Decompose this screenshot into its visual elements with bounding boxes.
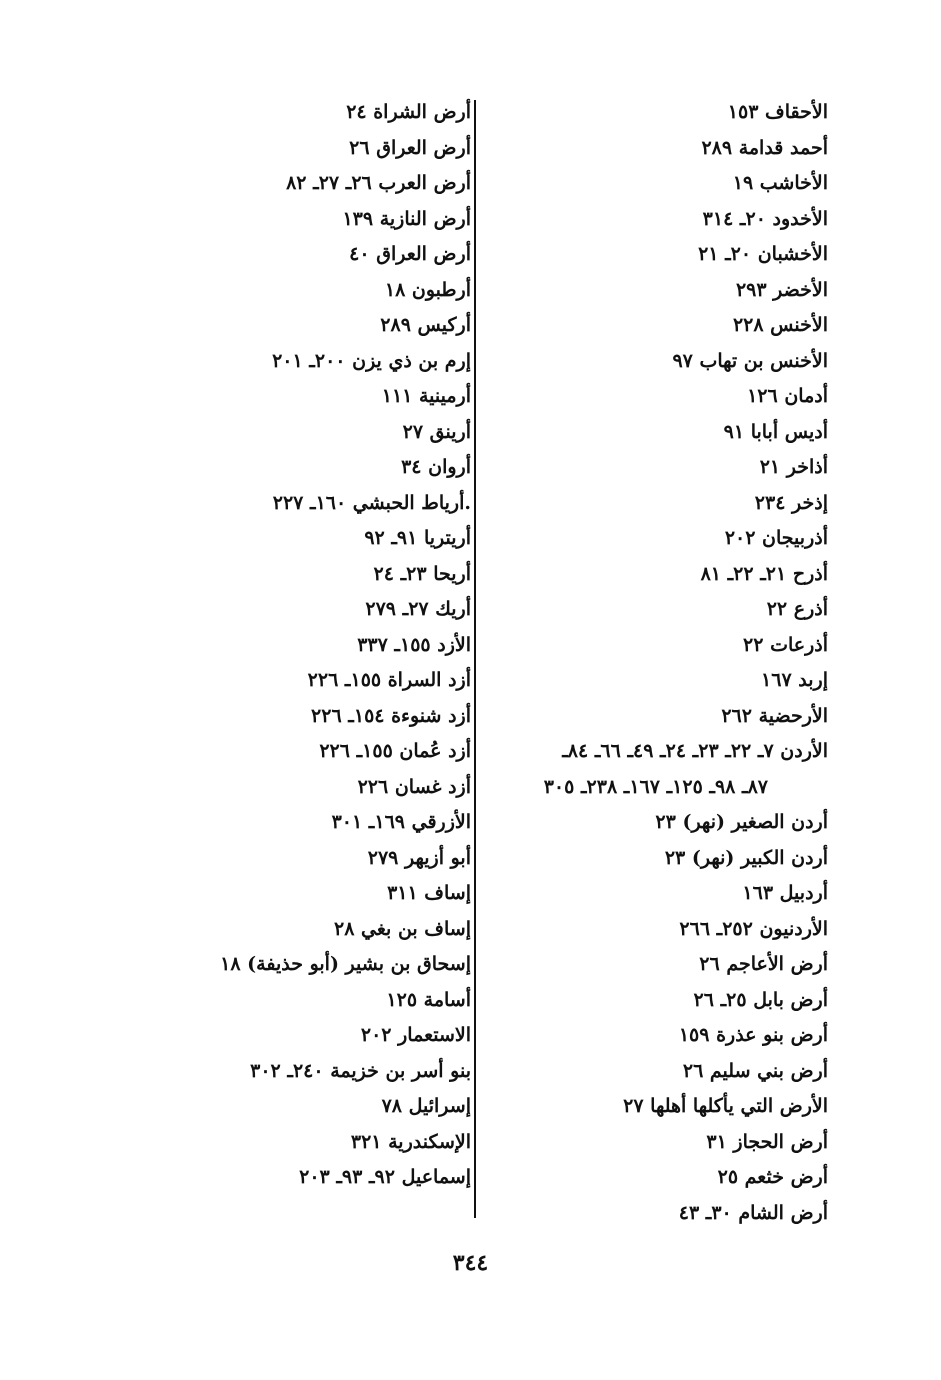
index-entry: الأخاشب ١٩ <box>732 172 828 194</box>
index-entry: الأرض التي يأكلها أهلها ٢٧ <box>623 1095 828 1117</box>
index-entry: الأخدود ٢٠ـ ٣١٤ <box>702 207 828 230</box>
index-entry: أرض الحجاز ٣١ <box>706 1130 828 1153</box>
index-entry: أبو أزيهر ٢٧٩ <box>367 846 471 869</box>
index-entry: أرض النازية ١٣٩ <box>342 207 471 230</box>
index-entry: الإسكندرية ٣٢١ <box>350 1130 471 1153</box>
index-entry: ٨٧ـ ٩٨ـ ١٢٥ـ ١٦٧ـ ٢٣٨ـ ٣٠٥ <box>543 775 768 798</box>
index-entry: الأزرقي ١٦٩ـ ٣٠١ <box>331 811 471 833</box>
index-entry: أذرح ٢١ـ ٢٢ـ ٨١ <box>700 562 828 585</box>
index-entry: الأرحضية ٢٦٢ <box>721 704 828 727</box>
index-entry: أريتريا ٩١ـ ٩٢ <box>364 527 471 549</box>
index-entry: أرض بني سليم ٢٦ <box>682 1059 828 1082</box>
column-divider <box>474 100 476 1218</box>
index-entry: أرض العراق ٢٦ <box>349 136 471 159</box>
index-entry: أرطبون ١٨ <box>384 278 471 301</box>
index-entry: أذربيجان ٢٠٢ <box>724 527 828 549</box>
index-entry: إساف بن بغي ٢٨ <box>334 917 471 940</box>
index-entry: أذرع ٢٢ <box>766 598 828 620</box>
index-entry: أرينق ٢٧ <box>402 420 471 443</box>
index-entry: الأخشبان ٢٠ـ ٢١ <box>698 243 828 265</box>
index-entry: الاستعمار ٢٠٢ <box>360 1024 471 1046</box>
index-entry: أريك ٢٧ـ ٢٧٩ <box>365 598 471 620</box>
index-entry: أريحا ٢٣ـ ٢٤ <box>373 562 471 585</box>
index-entry: أرض العرب ٢٦ـ ٢٧ـ ٨٢ <box>286 172 471 194</box>
index-entry: بنو أسر بن خزيمة ٢٤٠ـ ٣٠٢ <box>250 1059 471 1082</box>
index-entry: أرض الأعاجم ٢٦ <box>699 953 828 975</box>
index-entry: الأخنس بن تهاب ٩٧ <box>672 349 828 372</box>
index-entry: أديس أبابا ٩١ <box>723 420 828 443</box>
index-entry: أزد شنوءة ١٥٤ـ ٢٢٦ <box>311 704 471 727</box>
index-entry: أرض العراق ٤٠ <box>349 243 471 265</box>
index-entry: الأحقاف ١٥٣ <box>727 101 828 123</box>
index-entry: إسماعيل ٩٢ـ ٩٣ـ ٢٠٣ <box>299 1166 471 1188</box>
index-entry: أزد عُمان ١٥٥ـ ٢٢٦ <box>319 740 471 762</box>
page-number: ٣٤٤ <box>452 1250 489 1276</box>
index-entry: أرض بابل ٢٥ـ ٢٦ <box>693 988 828 1011</box>
index-entry: إساف ٣١١ <box>387 882 471 904</box>
index-entry: أرض الشراة ٢٤ <box>346 101 471 123</box>
index-entry: إسحاق بن بشير (أبو حذيفة) ١٨ <box>220 953 471 975</box>
index-entry: إربد ١٦٧ <box>761 669 828 691</box>
index-entry: أزد السراة ١٥٥ـ ٢٢٦ <box>307 669 471 691</box>
index-entry: إذخر ٢٣٤ <box>754 491 828 514</box>
index-entry: أذرعات ٢٢ <box>743 633 828 656</box>
index-entry: أزد غسان ٢٢٦ <box>357 775 471 798</box>
index-entry: أرض بنو عذرة ١٥٩ <box>678 1024 828 1046</box>
index-entry: أرمينية ١١١ <box>381 385 471 407</box>
index-entry: أردبيل ١٦٣ <box>742 882 828 904</box>
index-entry: الأردن ٧ـ ٢٢ـ ٢٣ـ ٢٤ـ ٤٩ـ ٦٦ـ ٨٤ـ <box>562 740 828 762</box>
index-entry: أركيس ٢٨٩ <box>380 314 471 336</box>
index-entry: أردن الصغير (نهر) ٢٣ <box>655 811 828 833</box>
index-entry: الأخنس ٢٢٨ <box>732 314 828 336</box>
index-entry: أردن الكبير (نهر) ٢٣ <box>664 846 828 869</box>
index-entry: أرض الشام ٣٠ـ ٤٣ <box>678 1201 828 1224</box>
index-entry: أرض خثعم ٢٥ <box>717 1166 828 1188</box>
index-entry: الأخضر ٢٩٣ <box>735 278 828 301</box>
index-entry: أسامة ١٢٥ <box>386 988 471 1011</box>
index-entry: أدمان ١٢٦ <box>747 385 828 407</box>
index-entry: أحمد قدامة ٢٨٩ <box>701 136 828 159</box>
index-column-right <box>428 95 828 1231</box>
index-entry: .أرياط الحبشي ١٦٠ـ ٢٢٧ <box>272 491 471 514</box>
index-entry: الأزد ١٥٥ـ ٣٣٧ <box>357 633 471 656</box>
index-entry: إسرائيل ٧٨ <box>381 1095 471 1117</box>
index-entry: الأردنيون ٢٥٢ـ ٢٦٦ <box>679 917 828 940</box>
index-entry: أذاخر ٢١ <box>759 456 828 478</box>
index-entry: أروان ٣٤ <box>401 456 471 478</box>
index-column-left <box>31 95 471 1196</box>
index-entry: إرم بن ذي يزن ٢٠٠ـ ٢٠١ <box>272 349 471 372</box>
